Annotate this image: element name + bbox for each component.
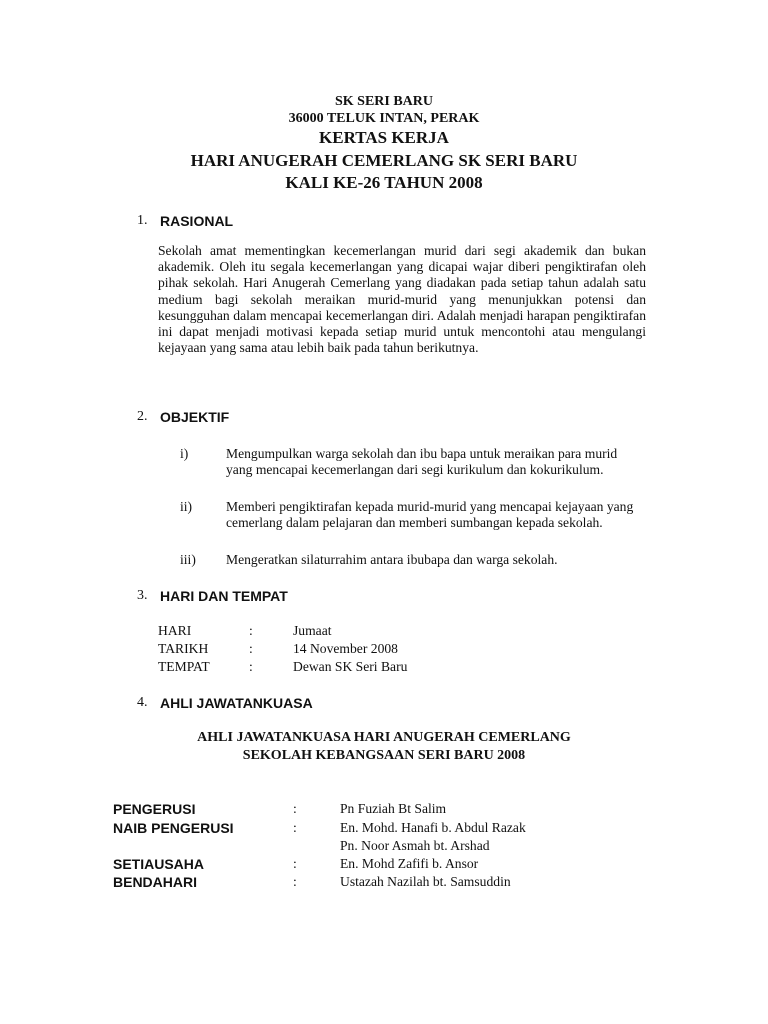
committee-colon: : <box>293 820 297 835</box>
detail-value-tarikh: 14 November 2008 <box>293 641 398 656</box>
detail-colon: : <box>249 659 253 674</box>
committee-member-name: En. Mohd Zafifi b. Ansor <box>340 856 479 871</box>
committee-title-line1: AHLI JAWATANKUASA HARI ANUGERAH CEMERLANG <box>197 730 571 745</box>
section-number: 1. <box>137 213 148 228</box>
objective-item: Mengumpulkan warga sekolah dan ibu bapa untuk meraikan para murid yang mencapai kecemerlangan dari segi kurikulum dan kokurikulum. <box>226 446 618 478</box>
detail-label-tempat: TEMPAT <box>158 659 210 674</box>
section-number: 4. <box>137 695 148 710</box>
document-type: KERTAS KERJA <box>319 128 449 147</box>
detail-value-hari: Jumaat <box>293 623 332 638</box>
committee-member-name: Ustazah Nazilah bt. Samsuddin <box>340 874 511 889</box>
objective-number: i) <box>180 446 189 461</box>
objective-item: Mengeratkan silaturrahim antara ibubapa dan warga sekolah. <box>226 552 558 567</box>
detail-label-tarikh: TARIKH <box>158 641 209 656</box>
event-title: HARI ANUGERAH CEMERLANG SK SERI BARU <box>190 151 578 170</box>
objective-number: ii) <box>180 499 193 514</box>
rasional-paragraph: Sekolah amat mementingkan kecemerlangan murid dari segi akademik dan bukan akademik. Oleh itu segala kecemerlangan yang dicapai wajar diberi pengiktirafan oleh pihak sekolah. Hari Anugerah Cemerlang yang diadakan pada setiap tahun adalah satu medium bagi sekolah meraikan murid-murid yang menunjukkan potensi dan kesungguhan dalam mencapai kecemerlangan diri. Adalah menjadi harapan pengiktirafan ini dapat menjadi motivasi kepada setiap murid untuk mencontohi atau mengulangi kejayaan yang sama atau lebih baik pada tahun berikutnya. <box>158 243 646 356</box>
school-address: 36000 TELUK INTAN, PERAK <box>288 111 480 126</box>
objective-item: Memberi pengiktirafan kepada murid-murid yang mencapai kejayaan yang cemerlang dalam pelajaran dan memberi sumbangan kepada sekolah. <box>226 499 634 531</box>
event-edition: KALI KE-26 TAHUN 2008 <box>285 173 483 192</box>
detail-label-hari: HARI <box>158 623 192 638</box>
committee-role: PENGERUSI <box>113 801 196 817</box>
section-title-jawatankuasa: AHLI JAWATANKUASA <box>160 695 313 711</box>
detail-colon: : <box>249 623 253 638</box>
section-title-hari-tempat: HARI DAN TEMPAT <box>160 588 288 604</box>
section-number: 3. <box>137 588 148 603</box>
committee-colon: : <box>293 801 297 816</box>
detail-value-tempat: Dewan SK Seri Baru <box>293 659 408 674</box>
committee-member-name: Pn. Noor Asmah bt. Arshad <box>340 838 490 853</box>
section-title-rasional: RASIONAL <box>160 213 234 229</box>
committee-role: BENDAHARI <box>113 874 197 890</box>
committee-member-name: En. Mohd. Hanafi b. Abdul Razak <box>340 820 526 835</box>
committee-title-line2: SEKOLAH KEBANGSAAN SERI BARU 2008 <box>242 748 526 763</box>
committee-colon: : <box>293 856 297 871</box>
school-name: SK SERI BARU <box>334 94 434 109</box>
detail-colon: : <box>249 641 253 656</box>
committee-member-name: Pn Fuziah Bt Salim <box>340 801 447 816</box>
committee-role: NAIB PENGERUSI <box>113 820 234 836</box>
committee-role: SETIAUSAHA <box>113 856 205 872</box>
section-title-objektif: OBJEKTIF <box>160 409 230 425</box>
objective-number: iii) <box>180 552 196 567</box>
section-number: 2. <box>137 409 148 424</box>
committee-colon: : <box>293 874 297 889</box>
